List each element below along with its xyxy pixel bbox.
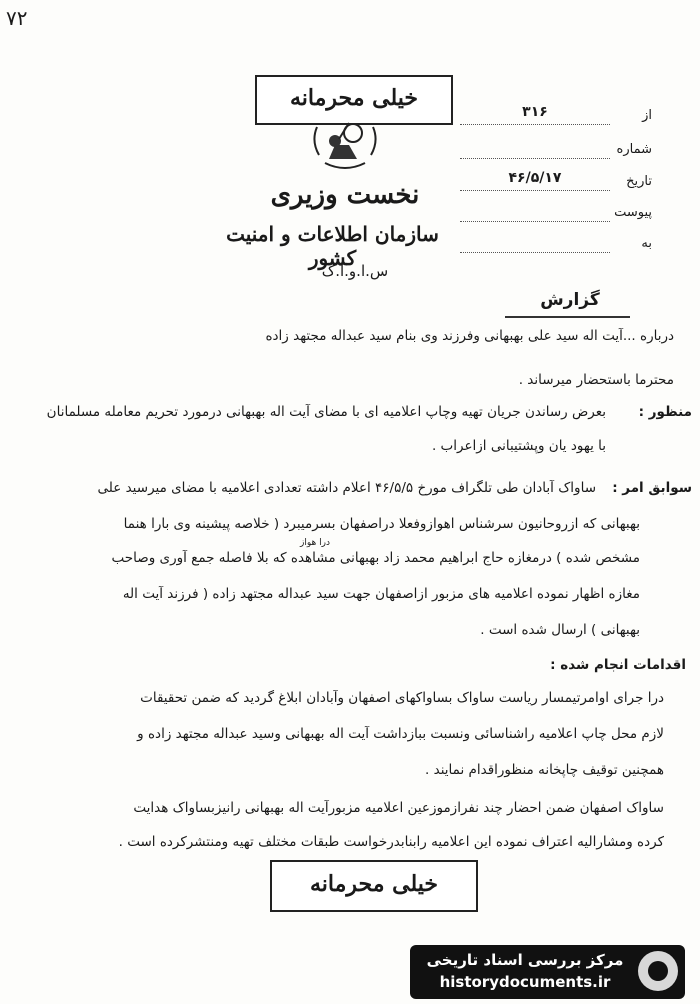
to-line <box>460 236 610 253</box>
report-title: گزارش <box>540 290 600 310</box>
attachment-line <box>460 205 610 222</box>
number-line <box>460 142 610 159</box>
from-value: ۳۱۶ <box>522 104 548 120</box>
background-label: سوابق امر : <box>612 480 692 496</box>
date-value: ۴۶/۵/۱۷ <box>508 170 562 186</box>
watermark-org-name: مرکز بررسی اسناد تاریخی <box>426 951 624 969</box>
report-title-underline <box>505 316 630 318</box>
background-line-1: ساواک آبادان طی تلگراف مورخ ۴۶/۵/۵ اعلام داشته تعدادی اعلامیه با مضای میرسید علی <box>97 480 596 496</box>
purpose-line-2: با یهود یان وپشتیبانی ازاعراب . <box>431 438 606 454</box>
attachment-label: پیوست <box>614 205 652 220</box>
actions-label: اقدامات انجام شده : <box>550 657 686 673</box>
salutation: محترما باستحضار میرساند . <box>518 372 674 388</box>
actions-line-2: لازم محل چاپ اعلامیه راشناسائی ونسبت ببازداشت آیت اله بهبهانی وسید عبداله مجتهد زاده و <box>137 726 664 742</box>
watermark-url: historydocuments.ir <box>439 973 611 991</box>
handwritten-annotation: درا هواز <box>300 538 330 548</box>
actions-line-3: همچنین توقیف چاپخانه منظوراقدام نمایند . <box>425 762 664 778</box>
date-label: تاریخ <box>626 174 652 189</box>
classification-stamp-bottom: خیلی محرمانه <box>270 860 478 912</box>
background-line-5: بهبهانی ) ارسال شده است . <box>480 622 640 638</box>
background-line-3: مشخص شده ) درمغازه حاج ابراهیم محمد زاد بهبهانی مشاهده که بلا فاصله جمع آوری وصاحب <box>111 550 640 566</box>
purpose-line-1: بعرض رساندن جریان تهیه وچاپ اعلامیه ای با مضای آیت اله بهبهانی درمورد تحریم معامله مسلمانان <box>46 404 606 420</box>
purpose-label: منظور : <box>638 404 692 420</box>
background-line-4: مغازه اظهار نموده اعلامیه های مزبور ازاصفهان جهت سید عبداله مجتهد زاده ( فرزند آیت اله <box>122 586 640 602</box>
classification-stamp-top: خیلی محرمانه <box>255 75 453 125</box>
number-label: شماره <box>616 142 652 157</box>
subject-line: درباره ...آیت اله سید علی بهبهانی وفرزند وی بنام سید عبداله مجتهد زاده <box>265 328 674 344</box>
from-label: از <box>642 108 652 123</box>
archive-watermark <box>410 945 685 999</box>
organization-name: نخست وزیری <box>270 180 420 210</box>
to-label: به <box>641 236 652 251</box>
archive-logo-icon <box>638 951 678 991</box>
actions-line-4: ساواک اصفهان ضمن احضار چند نفرازموزعین اعلامیه مزبورآیت اله بهبهانی رانیزبساواک هدایت <box>133 800 664 816</box>
actions-line-1: درا جرای اوامرتیمسار ریاست ساواک بساواکهای اصفهان وآبادان ابلاغ گردید که ضمن تحقیقات <box>140 690 664 706</box>
organization-code: س.ا.و.ا.ک <box>321 262 389 280</box>
lion-and-sun-emblem-icon <box>305 115 385 177</box>
background-line-2: بهبهانی که ازروحانیون سرشناس اهوازوفعلا دراصفهان بسرمیبرد ( خلاصه پیشینه وی بارا هنما <box>123 516 640 532</box>
page-number: ۷۲ <box>6 6 28 30</box>
actions-line-5: کرده ومشاراليه اعتراف نموده این اعلامیه رابنابدرخواست طبقات مختلف تهیه ومنتشرکرده است . <box>118 834 664 850</box>
organization-department: سازمان اطلاعات و امنیت کشور <box>226 222 439 270</box>
